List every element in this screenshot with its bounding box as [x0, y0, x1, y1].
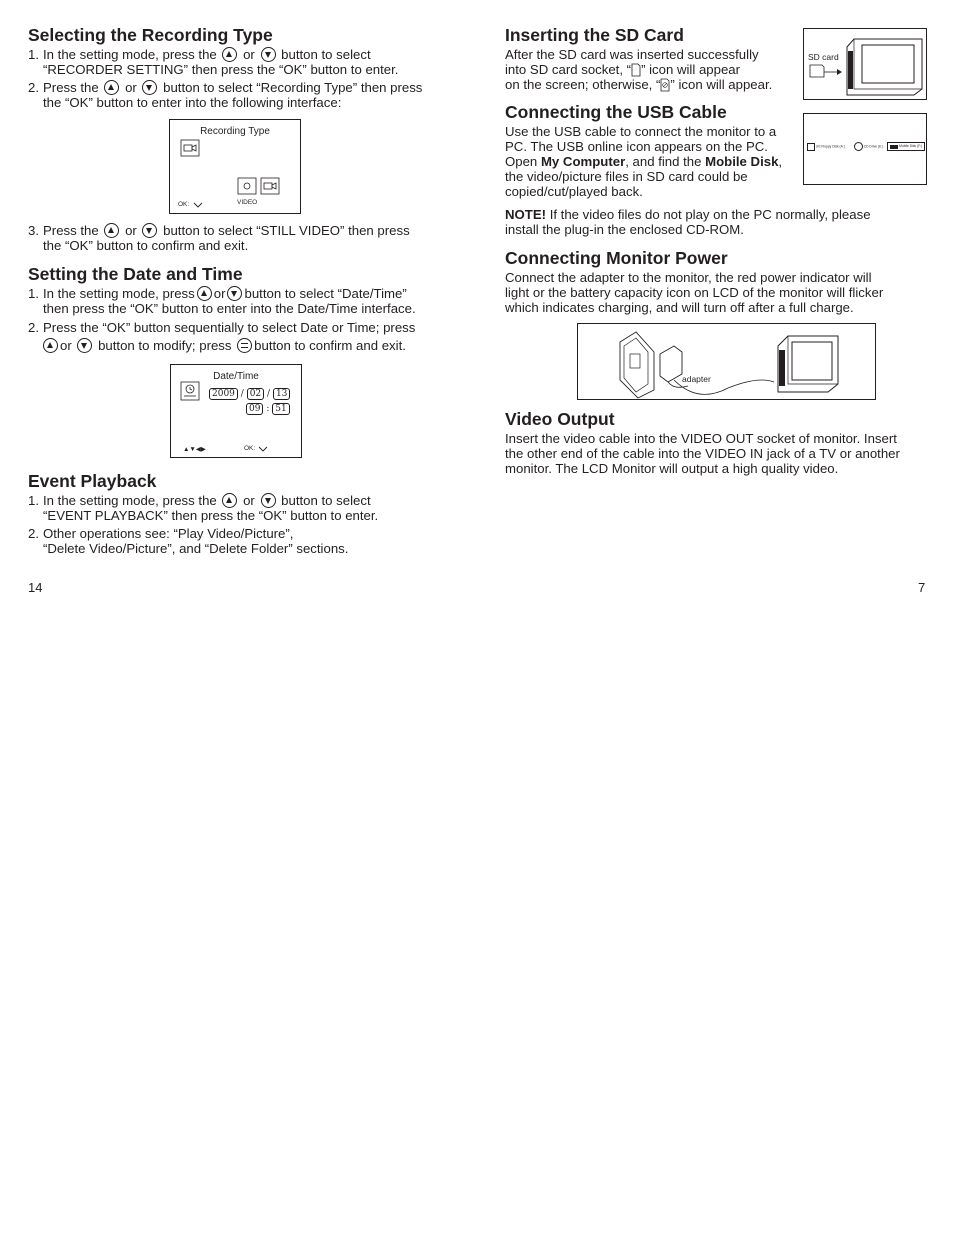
down-button-icon [261, 493, 276, 508]
checkmark-icon [193, 202, 203, 208]
text-line: Insert the video cable into the VIDEO OUT socket of monitor. Insert [505, 431, 897, 446]
step-text: Press the “OK” button sequentially to select Date or Time; press [43, 320, 416, 335]
recording-type-screen [169, 119, 301, 214]
mobile-disk-drive-label: Mobile Disk (F:) [899, 144, 923, 149]
down-button-icon [77, 338, 92, 353]
usb-heading: Connecting the USB Cable [505, 102, 727, 122]
power-figure [577, 323, 876, 400]
text-line: the other end of the cable into the VIDEO IN jack of a TV or another [505, 446, 900, 461]
power-outlet-icon [578, 324, 875, 399]
year-field: 2009 [209, 388, 238, 400]
sd-card-icon [631, 63, 641, 77]
adapter-label: adapter [682, 374, 711, 384]
sd-card-section [505, 24, 927, 104]
checkmark-icon [258, 446, 268, 452]
step-number: 3. [28, 223, 39, 238]
ok-label: OK: [244, 445, 256, 452]
text-line: If the video files do not play on the PC normally, please [546, 207, 871, 222]
step-text: the “OK” button to confirm and exit. [43, 238, 249, 253]
clock-icon [180, 381, 200, 401]
step-number: 2. [28, 80, 39, 95]
text-line: ” icon will appear [641, 62, 741, 77]
step-text: or [213, 286, 226, 301]
floppy-drive-label: 3½ Floppy Disk (A:) [815, 144, 845, 149]
video-output-section [505, 408, 927, 476]
page-number-right: 7 [918, 580, 926, 595]
recording-type-step-1 [28, 47, 458, 77]
step-text: “Delete Video/Picture”, and “Delete Folder” sections. [43, 541, 349, 556]
note-label: NOTE! [505, 207, 547, 222]
step-text: Press the [43, 80, 99, 95]
power-text [505, 270, 927, 315]
time-separator: : [266, 404, 270, 414]
mode-label: VIDEO [237, 199, 258, 206]
arrow-keys-label: ▲▼◀▶ [183, 446, 206, 453]
step-text: or [243, 47, 255, 62]
up-button-icon [222, 47, 237, 62]
mobile-disk-icon [890, 145, 898, 149]
sd-card-figure [803, 28, 927, 100]
date-time-step-1 [28, 286, 458, 316]
up-button-icon [222, 493, 237, 508]
step-text: button to confirm and exit. [254, 338, 406, 353]
video-camera-icon [260, 177, 280, 195]
step-text: button to select “STILL VIDEO” then press [163, 223, 410, 238]
up-button-icon [104, 80, 119, 95]
date-row [209, 389, 290, 399]
down-button-icon [142, 223, 157, 238]
step-text: then press the “OK” button to enter into the Date/Time interface. [43, 301, 416, 316]
text-line: the video/picture files in SD card could be [505, 169, 748, 184]
step-text: In the setting mode, press [43, 286, 195, 301]
down-button-icon [227, 286, 242, 301]
day-field: 13 [273, 388, 290, 400]
step-text: or [125, 80, 137, 95]
text-line: light or the battery capacity icon on LCD of the monitor will flicker [505, 285, 884, 300]
ok-button-icon [237, 338, 252, 353]
screen-title: Date/Time [213, 371, 259, 382]
step-text: In the setting mode, press the [43, 47, 217, 62]
up-button-icon [197, 286, 212, 301]
power-heading: Connecting Monitor Power [505, 248, 728, 268]
step-text: the “OK” button to enter into the following interface: [43, 95, 342, 110]
text-line: After the SD card was inserted successfully [505, 47, 759, 62]
step-text: “EVENT PLAYBACK” then press the “OK” button to enter. [43, 508, 379, 523]
month-field: 02 [247, 388, 264, 400]
sd-card-heading: Inserting the SD Card [505, 25, 684, 45]
left-column [28, 24, 458, 556]
text-line: , [778, 154, 783, 169]
step-number: 2. [28, 526, 39, 541]
text-line: copied/cut/played back. [505, 184, 643, 199]
video-output-text [505, 431, 927, 476]
step-text: In the setting mode, press the [43, 493, 217, 508]
step-text: button to select [281, 493, 371, 508]
ok-label: OK: [178, 201, 190, 208]
time-row [246, 404, 290, 414]
step-text: button to select “Date/Time” [244, 286, 407, 301]
mobile-disk-item [887, 142, 925, 150]
text-line: into SD card socket, “ [505, 62, 632, 77]
event-playback-step-1 [28, 493, 458, 523]
step-text: button to select [281, 47, 371, 62]
text-line: , and find the [625, 154, 706, 169]
text-line: install the plug-in the enclosed CD-ROM. [505, 222, 744, 237]
date-time-screen [170, 364, 302, 458]
down-button-icon [261, 47, 276, 62]
text-line: Use the USB cable to connect the monitor to a [505, 124, 777, 139]
step-text: Other operations see: “Play Video/Picture”, [43, 526, 294, 541]
cd-drive-label: CD Drive (E:) [863, 144, 884, 149]
text-line: monitor. The LCD Monitor will output a high quality video. [505, 461, 839, 476]
screen-title: Recording Type [200, 126, 270, 137]
event-playback-heading: Event Playback [28, 471, 157, 491]
step-text: or [60, 338, 72, 353]
sd-card-label: SD card [808, 52, 839, 62]
no-sd-card-icon [660, 78, 670, 92]
usb-note [505, 207, 927, 237]
step-number: 2. [28, 320, 39, 335]
recording-type-heading: Selecting the Recording Type [28, 25, 273, 45]
cd-drive-icon [854, 142, 863, 151]
date-separator: / [240, 389, 244, 399]
step-text: button to select “Recording Type” then press [163, 80, 423, 95]
date-time-step-2 [28, 319, 458, 355]
usb-figure [803, 113, 927, 185]
monitor-icon [804, 29, 926, 99]
floppy-drive-icon [807, 143, 815, 151]
event-playback-step-2 [28, 526, 458, 556]
minute-field: 51 [272, 403, 289, 415]
text-line: ” icon will appear. [670, 77, 773, 92]
step-number: 1. [28, 493, 39, 508]
mobile-disk-label: Mobile Disk [705, 154, 779, 169]
power-section [505, 247, 927, 400]
video-output-heading: Video Output [505, 409, 615, 429]
date-separator: / [267, 389, 271, 399]
video-camera-icon [180, 139, 200, 157]
hour-field: 09 [246, 403, 263, 415]
text-line: Open [505, 154, 541, 169]
date-time-heading: Setting the Date and Time [28, 264, 243, 284]
usb-section [505, 101, 927, 237]
text-line: Connect the adapter to the monitor, the red power indicator will [505, 270, 872, 285]
recording-type-step-2 [28, 80, 458, 110]
step-number: 1. [28, 286, 39, 301]
down-button-icon [142, 80, 157, 95]
up-button-icon [43, 338, 58, 353]
step-text: Press the [43, 223, 99, 238]
right-column [505, 24, 927, 476]
text-line: on the screen; otherwise, “ [505, 77, 661, 92]
text-line: PC. The USB online icon appears on the PC. [505, 139, 768, 154]
recording-type-step-3 [28, 223, 458, 253]
step-number: 1. [28, 47, 39, 62]
step-text: “RECORDER SETTING” then press the “OK” button to enter. [43, 62, 399, 77]
step-text: button to modify; press [98, 338, 232, 353]
text-line: which indicates charging, and will turn off after a full charge. [505, 300, 854, 315]
step-text: or [243, 493, 255, 508]
page-number-left: 14 [28, 580, 43, 595]
my-computer-label: My Computer [540, 154, 626, 169]
up-button-icon [104, 223, 119, 238]
camera-icon [237, 177, 257, 195]
step-text: or [125, 223, 137, 238]
drive-list [807, 142, 925, 156]
